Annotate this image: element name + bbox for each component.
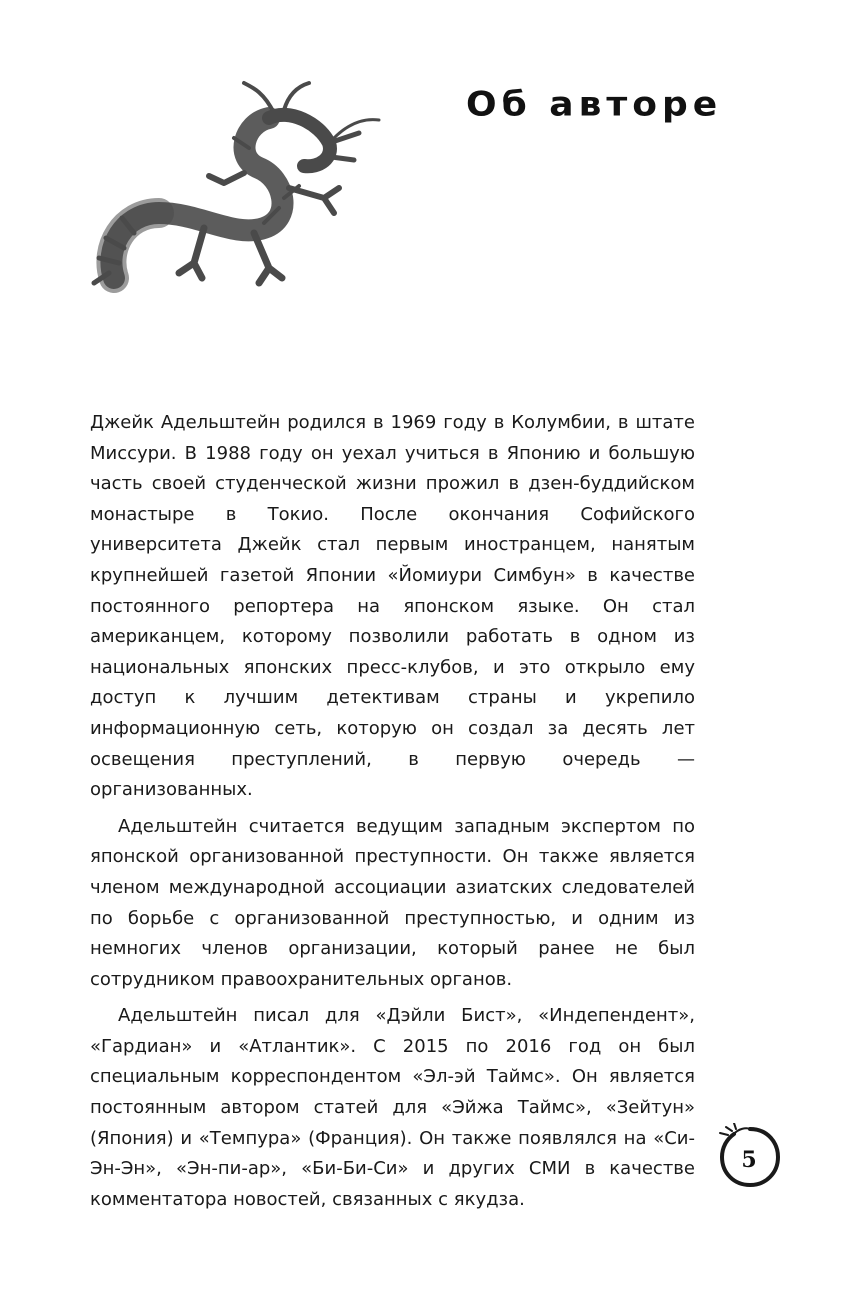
- paragraph: Джейк Адельштейн родился в 1969 году в Колумбии, в штате Миссури. В 1988 году он уехал учиться в Японию и большую часть своей студенческой жизни прожил в дзен-буддийском монастыре в Токио. После окончания Софийского университета Джейк стал первым иностранцем, нанятым крупнейшей газетой Японии «Йомиури Симбун» в качестве постоянного репортера на японском языке. Он стал американцем, которому позволили работать в одном из национальных японских пресс-клубов, и это открыло ему доступ к лучшим детективам страны и укрепило информационную сеть, которую он создал за десять лет освещения преступлений, в первую очередь — организованных.: [90, 412, 695, 801]
- paragraph: Адельштейн считается ведущим западным экспертом по японской организованной преступности. Он также является членом международной ассоциации азиатских следователей по борьбе с организованной преступностью, и одним из немногих членов организации, который ранее не был сотрудником правоохранительных органов.: [90, 815, 695, 990]
- dragon-illustration: [84, 78, 384, 308]
- page-number: 5: [741, 1147, 757, 1173]
- paragraph: Адельштейн писал для «Дэйли Бист», «Индепендент», «Гардиан» и «Атлантик». С 2015 по 2016 год он был специальным корреспондентом «Эл-эй Таймс». Он является постоянным автором статей для «Эйжа Таймс», «Зейтун» (Япония) и «Темпура» (Франция). Он также появлялся на «Си-Эн-Эн», «Эн-пи-ар», «Би-Би-Си» и других СМИ в качестве комментатора новостей, связанных с якудза.: [90, 1005, 695, 1210]
- page-title: Об авторе: [466, 85, 723, 124]
- body-text: [90, 408, 695, 1221]
